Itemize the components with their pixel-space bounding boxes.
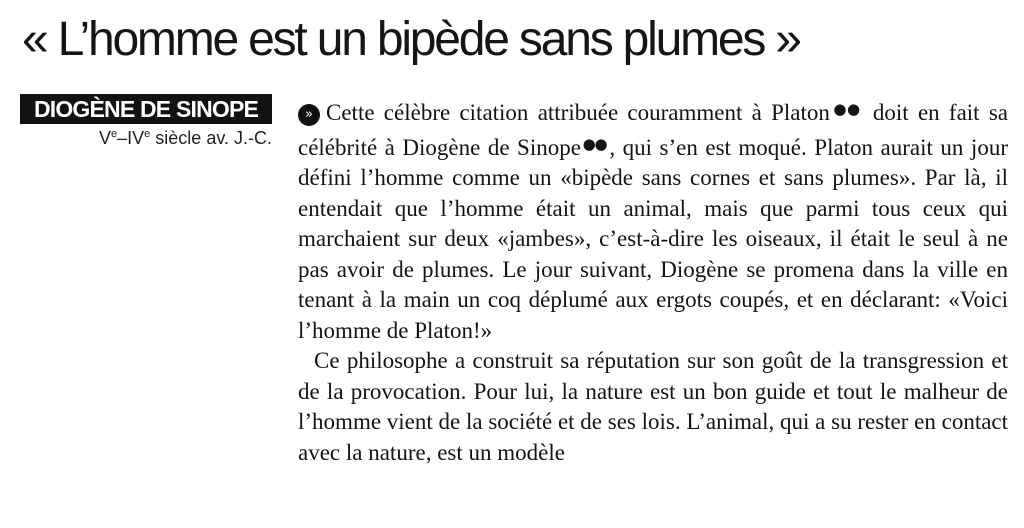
era-sup-start: e xyxy=(111,128,118,140)
paragraph-1-part-c: , qui s’en est moqué. Platon aurait un jour défini l’homme comme un «bipède sans cornes et sans plumes». Par là, il entendait que l’homme était un animal, mais que parmi tous ceux qui marchaient sur deux «jambes», c’est-à-dire les oiseaux, il était le seul à ne pas avoir de plumes. Le jour suivant, Diogène se promena dans la ville en tenant à la main un coq déplumé aux ergots coupés, et en déclarant: «Voici l’homme de Platon!» xyxy=(298,134,1008,343)
author-name-label: DIOGÈNE DE SINOPE xyxy=(20,94,272,124)
paragraph-1-part-a: Cette célèbre citation attribuée couramment à Platon xyxy=(326,100,830,125)
cross-reference-dots-icon: ●● xyxy=(580,134,607,153)
chevron-bullet-icon: » xyxy=(298,104,320,126)
era-text xyxy=(99,128,272,148)
page-title: « L’homme est un bipède sans plumes » xyxy=(22,13,800,66)
era-century-start: V xyxy=(99,128,112,148)
era-sup-end: e xyxy=(144,128,151,140)
era-century-end: –IV xyxy=(117,128,145,148)
author-era xyxy=(20,128,272,149)
paragraph-2: Ce philosophe a construit sa réputation sur son goût de la transgression et de la provocation. Pour lui, la nature est un bon guide et tout le malheur de l’homme vient de la société et de ses lois. L’animal, qui a su rester en contact avec la nature, est un modèle xyxy=(298,348,1009,465)
paragraph-1-part-b: doit en fait sa célébrité à Diogène de Sinope xyxy=(298,100,1008,160)
era-suffix: siècle av. J.-C. xyxy=(150,128,272,148)
author-block xyxy=(20,94,272,149)
paragraph-1 xyxy=(298,94,1008,346)
article-body xyxy=(298,94,1008,468)
cross-reference-dots-icon: ●● xyxy=(829,100,861,118)
